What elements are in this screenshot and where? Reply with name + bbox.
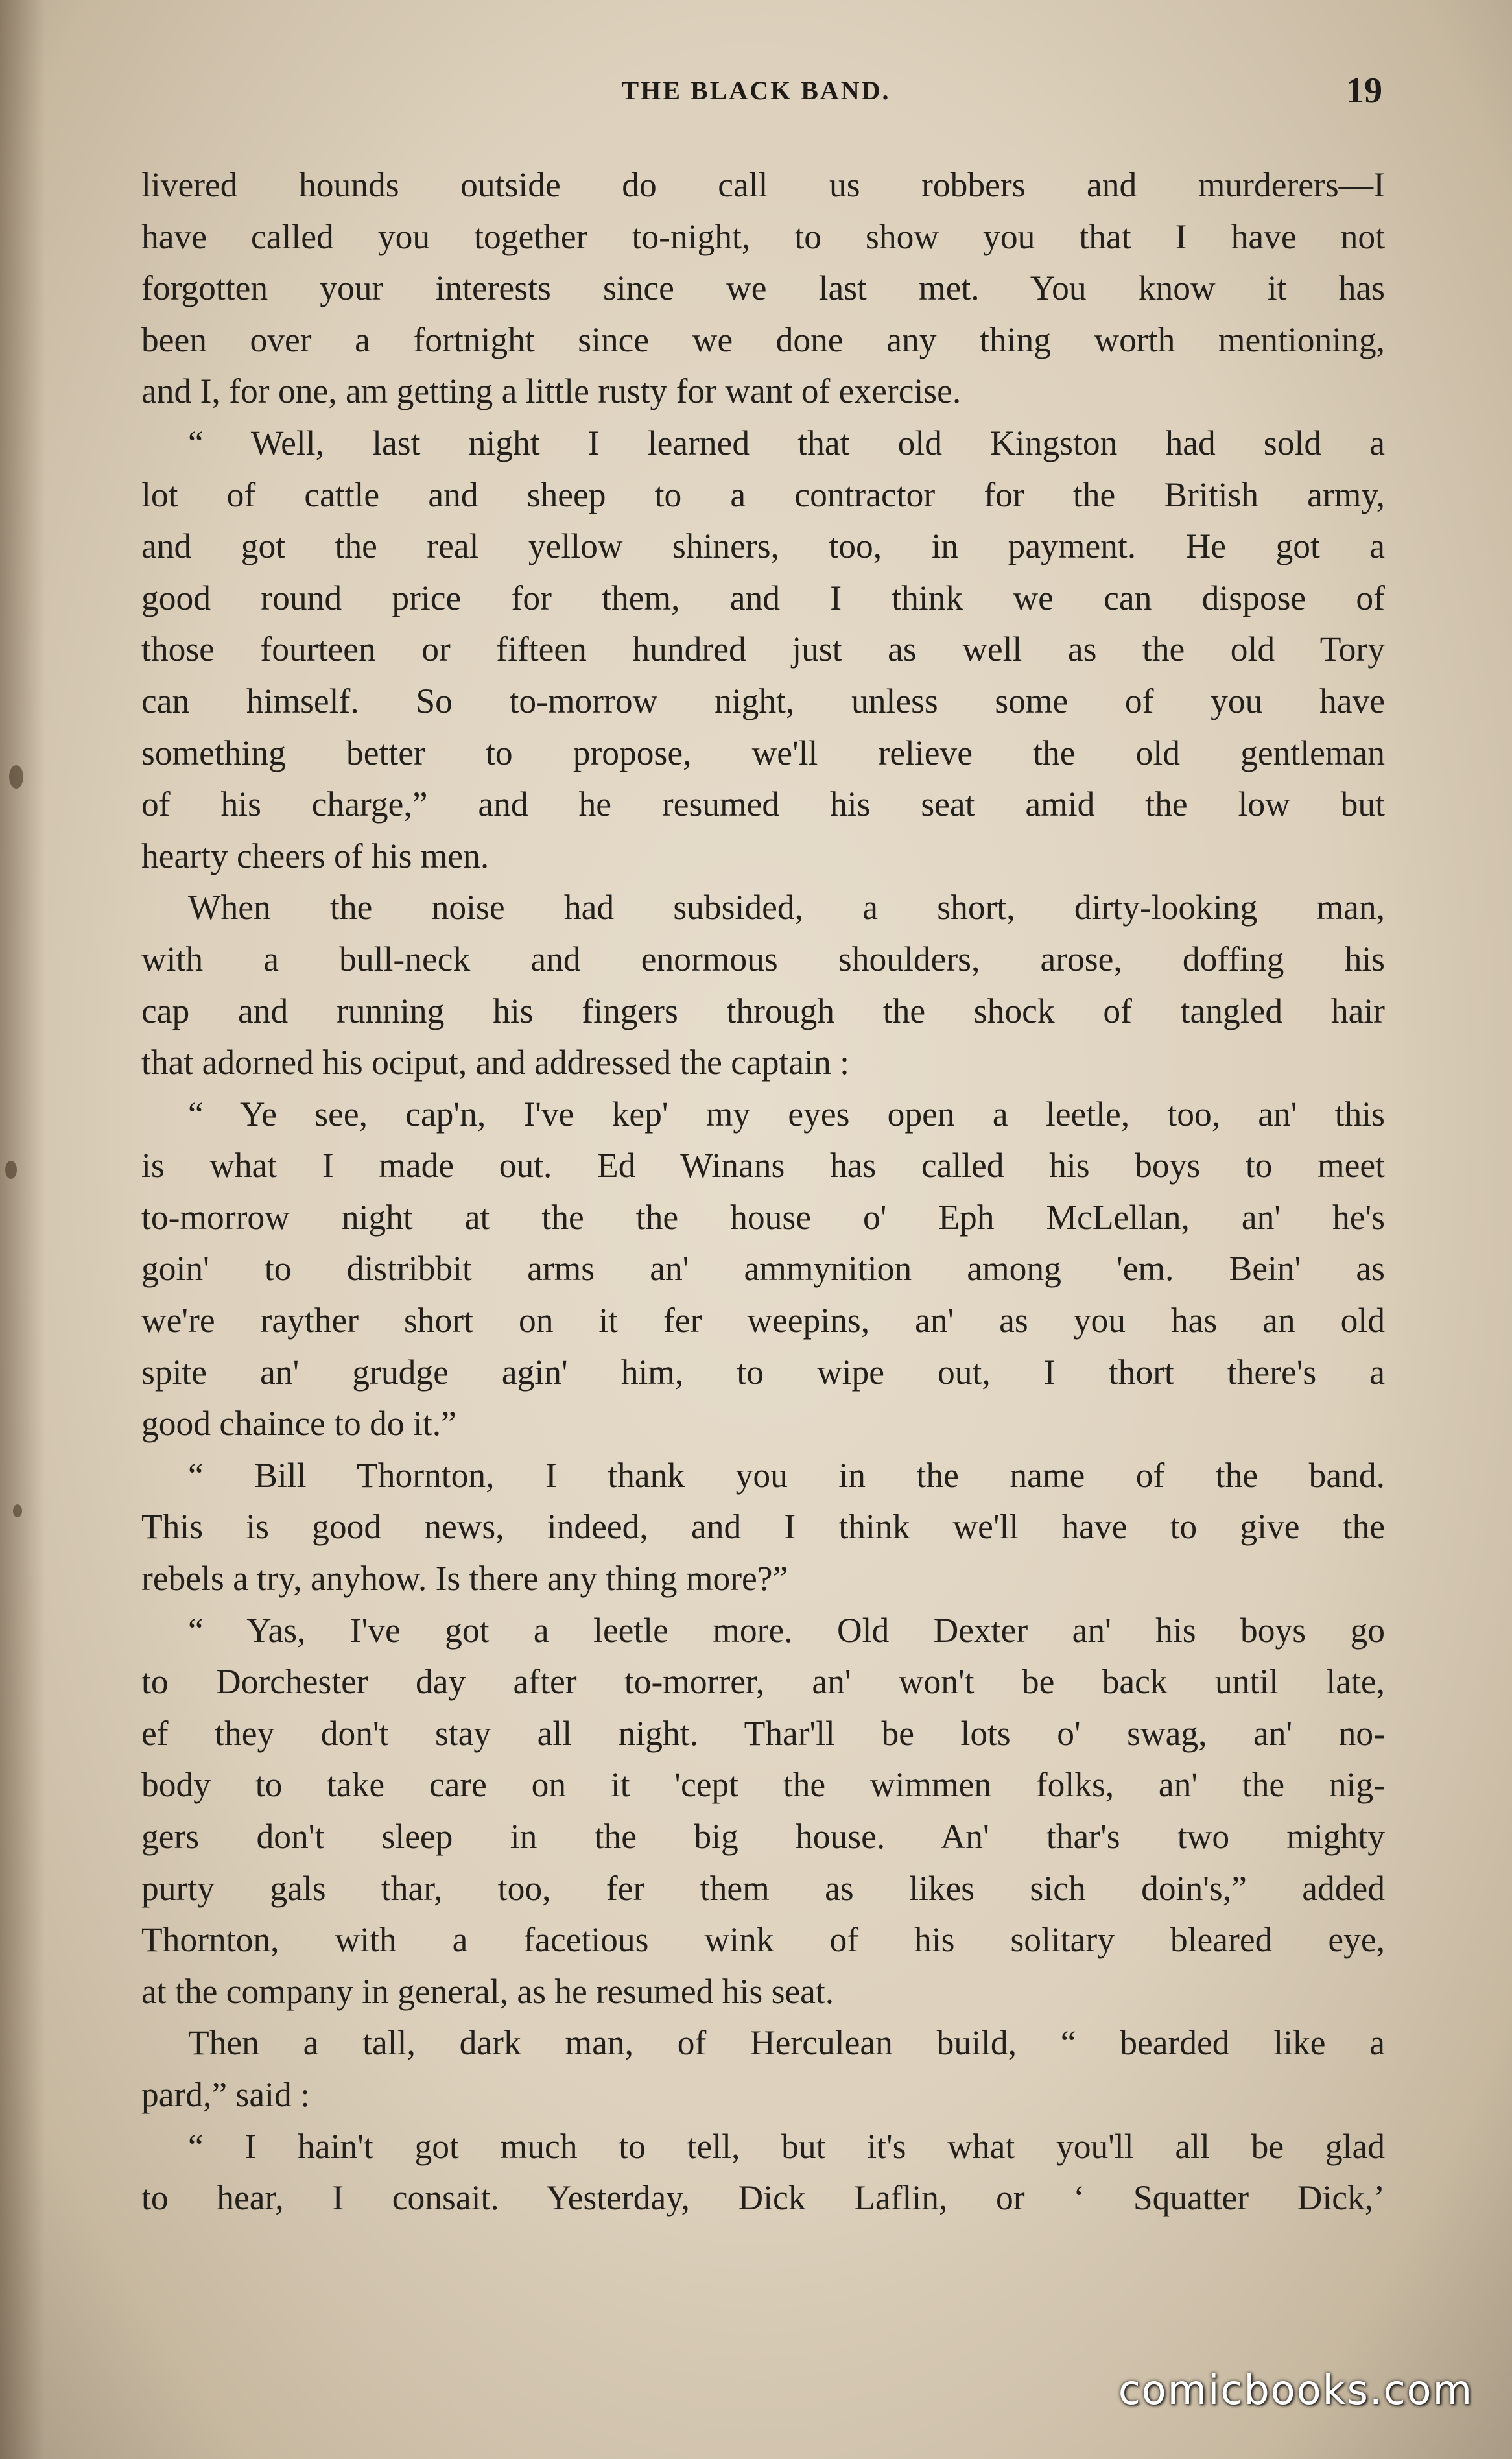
text-line: of his charge,” and he resumed his seat amid the low but	[141, 785, 1385, 824]
text-line: at the company in general, as he resumed his seat.	[141, 1971, 834, 2011]
text-line: is what I made out. Ed Winans has called his boys to meet	[141, 1146, 1385, 1185]
text-line: and got the real yellow shiners, too, in payment. He got a	[141, 527, 1385, 566]
text-line: “ I hain't got much to tell, but it's what you'll all be glad	[188, 2126, 1385, 2166]
text-line: good chaince to do it.”	[141, 1404, 456, 1443]
text-line: “ Bill Thornton, I thank you in the name of the band.	[188, 1455, 1385, 1495]
watermark: comicbooks.com	[1118, 2366, 1473, 2414]
text-line: have called you together to-night, to show you that I have not	[141, 217, 1385, 256]
page-stain	[5, 1161, 17, 1179]
running-head	[0, 70, 1512, 122]
text-line: we're rayther short on it fer weepins, an' as you has an old	[141, 1301, 1385, 1340]
text-line: pard,” said :	[141, 2074, 310, 2114]
text-line: hearty cheers of his men.	[141, 836, 490, 875]
text-line: goin' to distribbit arms an' ammynition among 'em. Bein' as	[141, 1249, 1385, 1289]
text-line: with a bull-neck and enormous shoulders, arose, doffing his	[141, 939, 1385, 979]
text-line: to hear, I consait. Yesterday, Dick Laflin, or ‘ Squatter Dick,’	[141, 2178, 1385, 2218]
text-line: something better to propose, we'll relieve the old gentleman	[141, 733, 1385, 772]
text-line: When the noise had subsided, a short, dirty-looking man,	[188, 888, 1385, 927]
text-line: can himself. So to-morrow night, unless some of you have	[141, 681, 1385, 720]
text-line: “ Well, last night I learned that old Kingston had sold a	[188, 423, 1385, 462]
page-stain	[13, 1504, 22, 1517]
text-line: lot of cattle and sheep to a contractor for the British army,	[141, 475, 1385, 514]
text-line: and I, for one, am getting a little rusty for want of exercise.	[141, 372, 962, 411]
page-stain	[9, 765, 23, 789]
text-line: been over a fortnight since we done any thing worth mentioning,	[141, 320, 1385, 359]
text-line: This is good news, indeed, and I think we'll have to give the	[141, 1507, 1385, 1547]
text-line: cap and running his fingers through the shock of tangled hair	[141, 991, 1385, 1030]
text-line: forgotten your interests since we last met. You know it has	[141, 268, 1385, 308]
text-line: to Dorchester day after to-morrer, an' won't be back until late,	[141, 1662, 1385, 1702]
text-line: to-morrow night at the the house o' Eph McLellan, an' he's	[141, 1197, 1385, 1237]
text-line: spite an' grudge agin' him, to wipe out, I thort there's a	[141, 1352, 1385, 1392]
text-line: good round price for them, and I think we can dispose of	[141, 578, 1385, 617]
text-line: body to take care on it 'cept the wimmen folks, an' the nig-	[141, 1765, 1385, 1805]
text-line: that adorned his ociput, and addressed the captain :	[141, 1043, 849, 1082]
text-line: livered hounds outside do call us robbers and murderers—I	[141, 165, 1385, 204]
text-line: gers don't sleep in the big house. An' thar's two mighty	[141, 1817, 1385, 1856]
text-line: ef they don't stay all night. Thar'll be lots o' swag, an' no-	[141, 1713, 1385, 1753]
text-line: Then a tall, dark man, of Herculean build, “ bearded like a	[188, 2023, 1385, 2063]
text-line: “ Ye see, cap'n, I've kep' my eyes open a leetle, too, an' this	[188, 1094, 1385, 1134]
text-line: Thornton, with a facetious wink of his solitary bleared eye,	[141, 1920, 1385, 1960]
text-line: purty gals thar, too, fer them as likes sich doin's,” added	[141, 1868, 1385, 1908]
text-line: rebels a try, anyhow. Is there any thing more?”	[141, 1559, 788, 1598]
text-line: those fourteen or fifteen hundred just as well as the old Tory	[141, 630, 1385, 669]
body-text	[141, 160, 1385, 2224]
page-number: 19	[1346, 71, 1382, 111]
spine-shadow	[0, 0, 45, 2459]
running-title: THE BLACK BAND.	[621, 76, 891, 105]
text-line: “ Yas, I've got a leetle more. Old Dexter an' his boys go	[188, 1610, 1385, 1650]
